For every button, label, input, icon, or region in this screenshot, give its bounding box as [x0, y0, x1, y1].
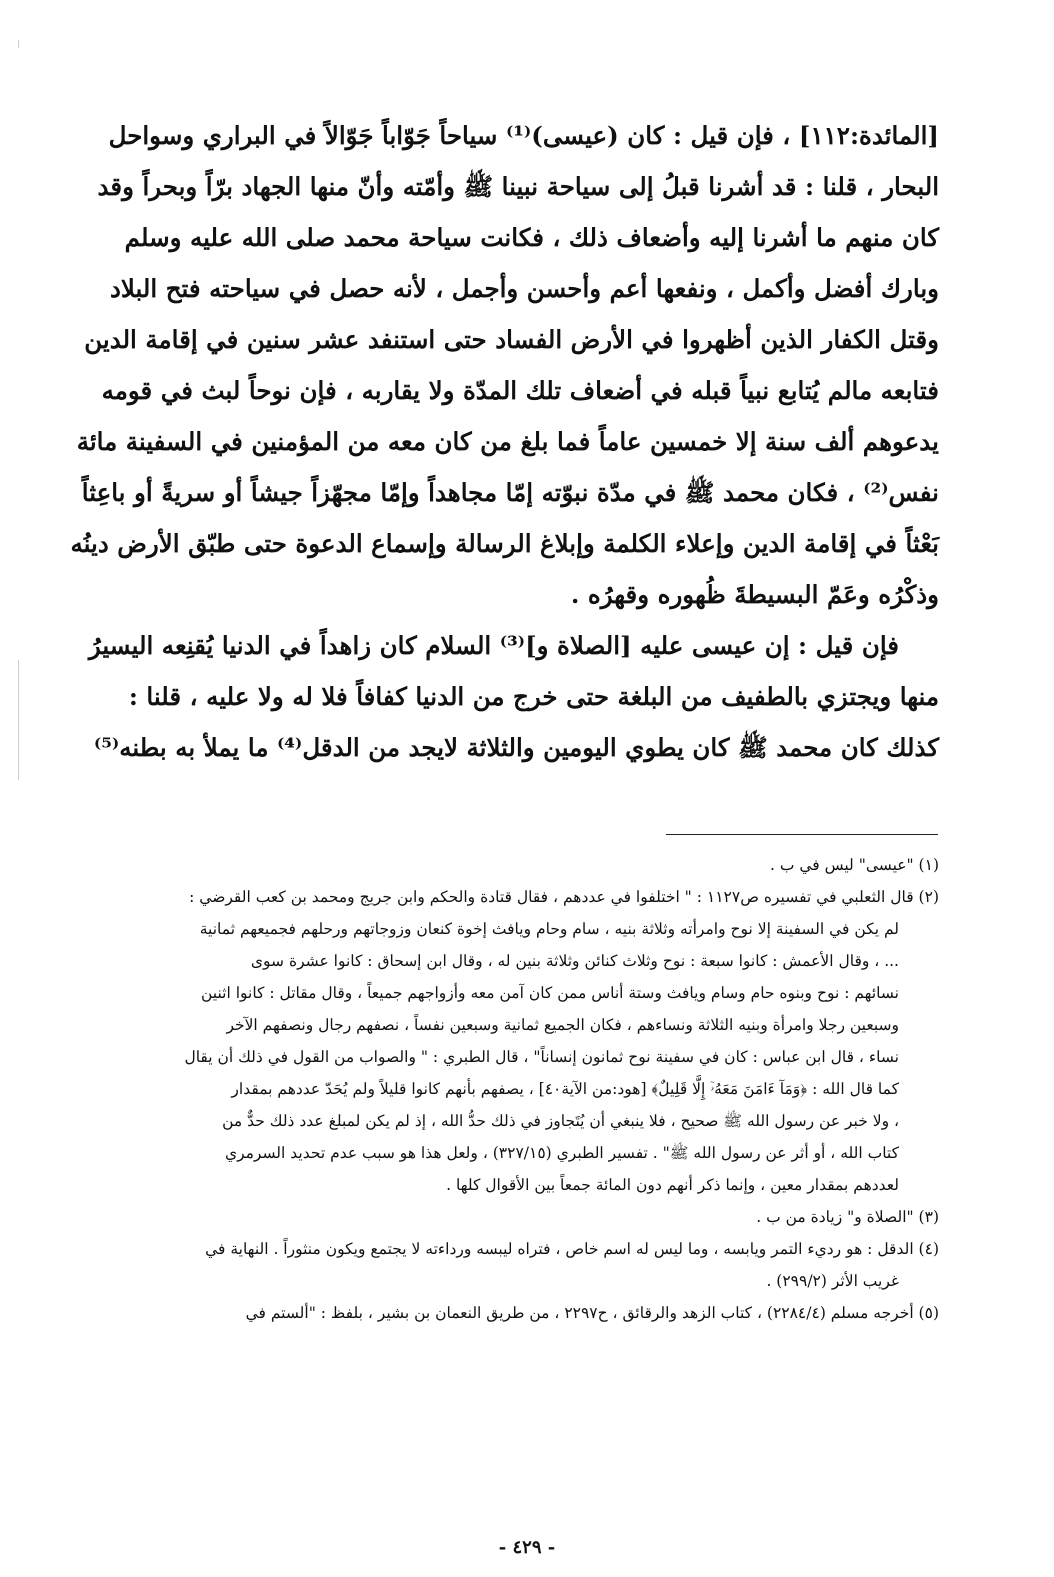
main-text-block: [70, 110, 939, 773]
page-number: - ٤٢٩ -: [498, 1537, 556, 1558]
main-text-line: [المائدة:١١٢] ، فإن قيل : كان (عيسى)⁽¹⁾ سياحاً جَوّاباً جَوّالاً في البراري وسواحل: [108, 121, 939, 150]
footnote-line: (٥) أخرجه مسلم (٢٢٨٤/٤) ، كتاب الزهد والرقائق ، ح٢٢٩٧ ، من طريق النعمان بن بشير ، بلفظ : "ألستم في: [245, 1304, 939, 1322]
scan-margin-mark: [18, 660, 19, 780]
main-text-line: منها ويجتزي بالطفيف من البلغة حتى خرج من الدنيا كفافاً فلا له ولا عليه ، قلنا :: [128, 682, 939, 711]
main-text-line: وقتل الكفار الذين أظهروا في الأرض الفساد حتى استنفد عشر سنين في إقامة الدين: [84, 325, 939, 354]
main-text-line: بَعْثاً في إقامة الدين وإعلاء الكلمة وإبلاغ الرسالة وإسماع الدعوة حتى طبّق الأرض دينُه: [70, 529, 939, 558]
footnote-line: وسبعين رجلا وامرأة وبنيه الثلاثة ونساءهم ، فكان الجميع ثمانية وسبعين نفساً ، نصفهم رجال ونصفهم الآخر: [226, 1016, 899, 1034]
footnote-line: لم يكن في السفينة إلا نوح وامرأته وثلاثة بنيه ، سام وحام ويافث إخوة كنعان وزوجاتهم ورحلهم فجميعهم ثمانية: [199, 920, 899, 938]
footnote-line: غريب الأثر (٢٩٩/٢) .: [766, 1272, 899, 1290]
main-text-line: البحار ، قلنا : قد أشرنا قبلُ إلى سياحة نبينا ﷺ وأمّته وأنّ منها الجهاد برّاً وبحراً وقد: [97, 172, 939, 201]
footnote-line: (٣) "الصلاة و" زيادة من ب .: [756, 1208, 939, 1226]
main-text-line: نفس⁽²⁾ ، فكان محمد ﷺ في مدّة نبوّته إمّا مجاهداً وإمّا مجهّزاً جيشاً أو سريةً أو باعِثاً: [81, 478, 939, 507]
main-text-line: فإن قيل : إن عيسى عليه [الصلاة و]⁽³⁾ السلام كان زاهداً في الدنيا يُقنِعه اليسيرُ: [88, 631, 899, 660]
footnote-line: كما قال الله : ﴿وَمَآ ءَامَنَ مَعَهُۥٓ إِلَّا قَلِيلٌ﴾ [هود:من الآية٤٠] ، يصفهم بأنهم كانوا قليلاً ولم يُحَدّ عددهم بمقدار: [231, 1080, 899, 1098]
footnote-line: ... ، وقال الأعمش : كانوا سبعة : نوح وثلاث كنائن وثلاثة بنين له ، وقال ابن إسحاق : كانوا عشرة سوى: [250, 952, 899, 970]
footnote-line: (١) "عيسى" ليس في ب .: [769, 856, 939, 874]
scan-margin-mark: [18, 40, 19, 48]
footnote-line: (٢) قال الثعلبي في تفسيره ص١١٢٧ : " اختلفوا في عددهم ، فقال قتادة والحكم وابن جريج ومحمد بن كعب القرضي :: [189, 888, 939, 906]
footnotes-block: [125, 849, 939, 1329]
footnote-line: لعددهم بمقدار معين ، وإنما ذكر أنهم دون المائة جمعاً بين الأقوال كلها .: [446, 1176, 899, 1194]
main-text-line: فتابعه مالم يُتابع نبياً قبله في أضعاف تلك المدّة ولا يقاربه ، فإن نوحاً لبث في قومه: [101, 376, 939, 405]
main-text-line: وذكْرُه وعَمّ البسيطةَ ظُهوره وقهرُه .: [570, 580, 939, 609]
footnote-line: نسائهم : نوح وبنوه حام وسام ويافث وستة أناس ممن كان آمن معه وأزواجهم جميعاً ، وقال مقاتل : كانوا اثنين: [201, 984, 899, 1002]
main-text-line: كذلك كان محمد ﷺ كان يطوي اليومين والثلاثة لايجد من الدقل⁽⁴⁾ ما يملأ به بطنه⁽⁵⁾: [93, 733, 939, 762]
main-text-line: وبارك أفضل وأكمل ، ونفعها أعم وأحسن وأجمل ، لأنه حصل في سياحته فتح البلاد: [109, 274, 939, 303]
footnote-line: (٤) الدقل : هو رديء التمر ويابسه ، وما ليس له اسم خاص ، فتراه ليبسه ورداءته لا يجتمع ويكون منثوراً . النهاية في: [205, 1240, 939, 1258]
footnote-line: كتاب الله ، أو أثر عن رسول الله ﷺ" . تفسير الطبري (٣٢٧/١٥) ، ولعل هذا هو سبب عدم تحديد السرمري: [224, 1144, 899, 1162]
main-text-line: يدعوهم ألف سنة إلا خمسين عاماً فما بلغ من كان معه من المؤمنين في السفينة مائة: [76, 427, 939, 456]
footnote-separator: [666, 834, 938, 835]
footnote-line: ، ولا خبر عن رسول الله ﷺ صحيح ، فلا ينبغي أن يُتَجاوز في ذلك حدُّ الله ، إذ لم يكن لمبلغ عدد ذلك حدٌّ من: [222, 1112, 899, 1130]
footnote-line: نساء ، قال ابن عباس : كان في سفينة نوح ثمانون إنساناً" ، قال الطبري : " والصواب من القول في ذلك أن يقال: [184, 1048, 899, 1066]
main-text-line: كان منهم ما أشرنا إليه وأضعاف ذلك ، فكانت سياحة محمد صلى الله عليه وسلم: [124, 223, 939, 252]
